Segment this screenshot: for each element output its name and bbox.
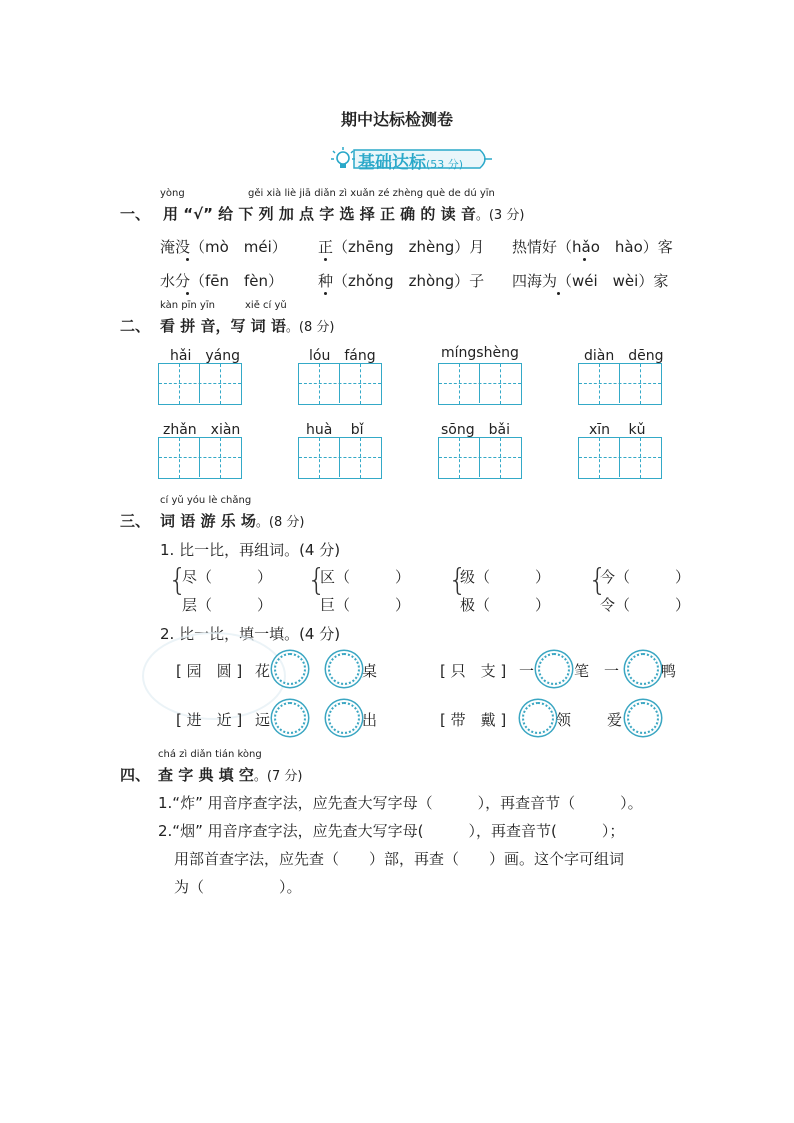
q4-pinyin: chá zì diǎn tián kòng: [158, 749, 262, 760]
writing-grid[interactable]: [158, 437, 242, 479]
char: 鸭: [661, 662, 677, 680]
q1-item-1: 淹没（mò méi）: [160, 238, 287, 256]
emphasis-dot: [186, 258, 189, 261]
section-badge: [330, 146, 492, 172]
pair-item: 层（ ）: [182, 596, 273, 614]
writing-grid[interactable]: [158, 363, 242, 405]
badge-score: (53 分): [426, 158, 464, 171]
q1-item-5: 种（zhǒng zhòng）子: [318, 272, 485, 290]
char: 一: [519, 662, 535, 680]
flower-blank-icon[interactable]: [522, 702, 554, 734]
q4-line4: 为（ ）。: [174, 878, 302, 896]
pair-item: 巨（ ）: [320, 596, 411, 614]
lightbulb-icon: [330, 146, 356, 172]
brace-icon: {: [448, 563, 468, 598]
q3-sub1: 1. 比一比，再组词。(4 分): [160, 541, 341, 559]
grid-pinyin: diàn dēng: [584, 348, 664, 364]
grid-pinyin: hǎi yáng: [170, 348, 240, 364]
char: 爱: [607, 711, 623, 729]
badge-label-text: 基础达标: [358, 153, 426, 173]
writing-grid[interactable]: [578, 363, 662, 405]
q1-text: 用 “√” 给 下 列 加 点 字 选 择 正 确 的 读 音: [163, 205, 476, 223]
writing-grid[interactable]: [438, 363, 522, 405]
brace-icon: {: [168, 563, 188, 598]
options-bracket: [ 进 近 ]: [176, 711, 243, 729]
q1-points: 。(3 分): [475, 208, 525, 223]
q3-number: 三、: [120, 512, 151, 530]
char: 出: [362, 711, 378, 729]
q3-heading: [160, 510, 304, 531]
q4-line1: 1.“炸” 用音序查字法，应先查大写字母（ ），再查音节（ ）。: [158, 794, 643, 812]
char: 笔 一: [574, 662, 620, 680]
emphasis-dot: [324, 258, 327, 261]
emphasis-dot: [583, 258, 586, 261]
badge-label: [358, 148, 463, 173]
char: 领: [556, 711, 572, 729]
emphasis-dot: [324, 292, 327, 295]
q3-sub2: 2. 比一比，填一填。(4 分): [160, 625, 341, 643]
brace-icon: {: [588, 563, 608, 598]
flower-blank-icon[interactable]: [328, 702, 360, 734]
q4-heading: [158, 764, 302, 785]
options-bracket: [ 带 戴 ]: [440, 711, 507, 729]
options-bracket: [ 园 圆 ]: [176, 662, 243, 680]
char: 远: [255, 711, 271, 729]
q2-pinyin-1: kàn pīn yīn: [160, 300, 215, 311]
pair-item: 今（ ）: [600, 568, 691, 586]
q1-item-6: 四海为（wéi wèi）家: [512, 272, 669, 290]
pair-item: 尽（ ）: [182, 568, 273, 586]
emphasis-dot: [186, 292, 189, 295]
writing-grid[interactable]: [578, 437, 662, 479]
q3-text: 词 语 游 乐 场: [160, 512, 256, 530]
q2-pinyin-2: xiě cí yǔ: [245, 300, 287, 311]
flower-blank-icon[interactable]: [274, 653, 306, 685]
pair-item: 级（ ）: [460, 568, 551, 586]
char: 花: [255, 662, 271, 680]
flower-blank-icon[interactable]: [538, 653, 570, 685]
grid-pinyin: huà bǐ: [306, 422, 364, 438]
page-title: 期中达标检测卷: [340, 110, 453, 129]
q1-item-3: 热情好（hǎo hào）客: [512, 238, 673, 256]
q1-number: 一、: [120, 205, 151, 223]
q1-heading: [163, 203, 524, 224]
q4-text: 查 字 典 填 空: [158, 766, 254, 784]
char: 桌: [362, 662, 378, 680]
flower-blank-icon[interactable]: [328, 653, 360, 685]
pair-item: 极（ ）: [460, 596, 551, 614]
q4-line2: 2.“烟” 用音序查字法，应先查大写字母( ），再查音节( ）；: [158, 822, 625, 840]
flower-blank-icon[interactable]: [627, 653, 659, 685]
pair-item: 令（ ）: [600, 596, 691, 614]
grid-pinyin: sōng bǎi: [441, 422, 510, 438]
q3-pinyin: cí yǔ yóu lè chǎng: [160, 495, 252, 506]
q4-line3: 用部首查字法，应先查（ ）部，再查（ ）画。这个字可组词: [174, 850, 625, 868]
grid-pinyin: míngshèng: [441, 345, 519, 361]
writing-grid[interactable]: [438, 437, 522, 479]
flower-blank-icon[interactable]: [274, 702, 306, 734]
grid-pinyin: lóu fáng: [309, 348, 376, 364]
q1-pinyin-2: gěi xià liè jiā diǎn zì xuǎn zé zhèng què de dú yīn: [248, 188, 495, 199]
grid-pinyin: xīn kǔ: [589, 422, 646, 438]
q1-item-4: 水分（fēn fèn）: [160, 272, 284, 290]
q1-item-2: 正（zhēng zhèng）月: [318, 238, 485, 256]
pair-item: 区（ ）: [320, 568, 411, 586]
writing-grid[interactable]: [298, 363, 382, 405]
q2-text: 看 拼 音，写 词 语: [160, 317, 286, 335]
writing-grid[interactable]: [298, 437, 382, 479]
grid-pinyin: zhǎn xiàn: [163, 422, 241, 438]
options-bracket: [ 只 支 ]: [440, 662, 507, 680]
q4-number: 四、: [120, 766, 151, 784]
q4-points: 。(7 分): [253, 769, 303, 784]
q1-pinyin-1: yòng: [160, 188, 185, 199]
q3-points: 。(8 分): [255, 515, 305, 530]
q2-number: 二、: [120, 317, 151, 335]
flower-blank-icon[interactable]: [627, 702, 659, 734]
emphasis-dot: [557, 292, 560, 295]
brace-icon: {: [307, 563, 327, 598]
q2-heading: [160, 315, 334, 336]
q2-points: 。(8 分): [285, 320, 335, 335]
